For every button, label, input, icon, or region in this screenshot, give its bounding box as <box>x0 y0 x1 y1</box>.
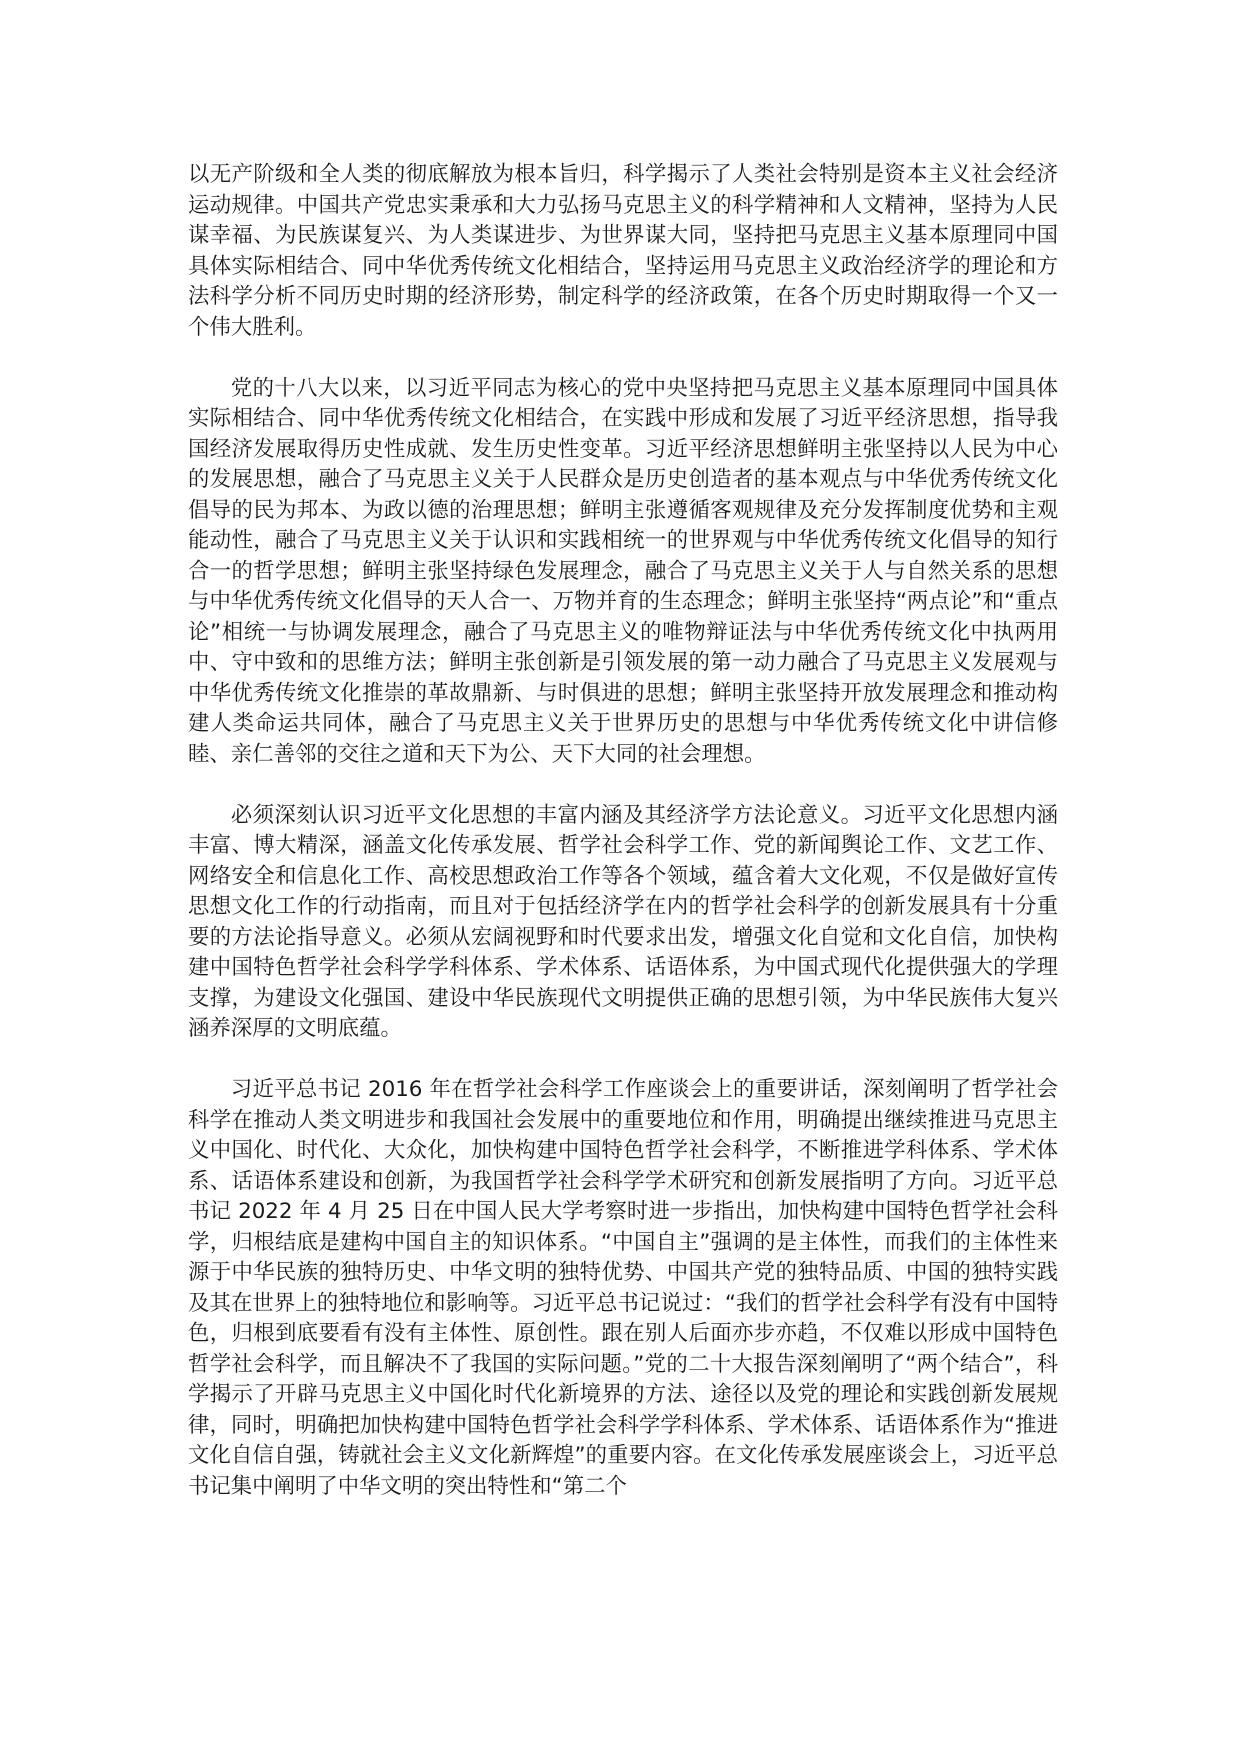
document-body <box>188 160 1058 1533</box>
paragraph-2: 党的十八大以来，以习近平同志为核心的党中央坚持把马克思主义基本原理同中国具体实际相结合、同中华优秀传统文化相结合，在实践中形成和发展了习近平经济思想，指导我国经济发展取得历史性成就、发生历史性变革。习近平经济思想鲜明主张坚持以人民为中心的发展思想，融合了马克思主义关于人民群众是历史创造者的基本观点与中华优秀传统文化倡导的民为邦本、为政以德的治理思想；鲜明主张遵循客观规律及充分发挥制度优势和主观能动性，融合了马克思主义关于认识和实践相统一的世界观与中华优秀传统文化倡导的知行合一的哲学思想；鲜明主张坚持绿色发展理念，融合了马克思主义关于人与自然关系的思想与中华优秀传统文化倡导的天人合一、万物并育的生态理念；鲜明主张坚持“两点论”和“重点论”相统一与协调发展理念，融合了马克思主义的唯物辩证法与中华优秀传统文化中执两用中、守中致和的思维方法；鲜明主张创新是引领发展的第一动力融合了马克思主义发展观与中华优秀传统文化推崇的革故鼎新、与时俱进的思想；鲜明主张坚持开放发展理念和推动构建人类命运共同体，融合了马克思主义关于世界历史的思想与中华优秀传统文化中讲信修睦、亲仁善邻的交往之道和天下为公、天下大同的社会理想。 <box>188 375 1058 767</box>
paragraph-3: 必须深刻认识习近平文化思想的丰富内涵及其经济学方法论意义。习近平文化思想内涵丰富、博大精深，涵盖文化传承发展、哲学社会科学工作、党的新闻舆论工作、文艺工作、网络安全和信息化工作、高校思想政治工作等各个领域，蕴含着大文化观，不仅是做好宣传思想文化工作的行动指南，而且对于包括经济学在内的哲学社会科学的创新发展具有十分重要的方法论指导意义。必须从宏阔视野和时代要求出发，增强文化自觉和文化自信，加快构建中国特色哲学社会科学学科体系、学术体系、话语体系，为中国式现代化提供强大的学理支撑，为建设文化强国、建设中华民族现代文明提供正确的思想引领，为中华民族伟大复兴涵养深厚的文明底蕴。 <box>188 802 1058 1041</box>
paragraph-1: 以无产阶级和全人类的彻底解放为根本旨归，科学揭示了人类社会特别是资本主义社会经济运动规律。中国共产党忠实秉承和大力弘扬马克思主义的科学精神和人文精神，坚持为人民谋幸福、为民族谋复兴、为人类谋进步、为世界谋大同，坚持把马克思主义基本原理同中国具体实际相结合、同中华优秀传统文化相结合，坚持运用马克思主义政治经济学的理论和方法科学分析不同历史时期的经济形势，制定科学的经济政策，在各个历史时期取得一个又一个伟大胜利。 <box>188 162 1058 340</box>
paragraph-4: 习近平总书记 2016 年在哲学社会科学工作座谈会上的重要讲话，深刻阐明了哲学社会科学在推动人类文明进步和我国社会发展中的重要地位和作用，明确提出继续推进马克思主义中国化、时代化、大众化，加快构建中国特色哲学社会科学，不断推进学科体系、学术体系、话语体系建设和创新，为我国哲学社会科学学术研究和创新发展指明了方向。习近平总书记 2022 年 4 月 25 日在中国人民大学考察时进一步指出，加快构建中国特色哲学社会科学，归根结底是建构中国自主的知识体系。“中国自主”强调的是主体性，而我们的主体性来源于中华民族的独特历史、中华文明的独特优势、中国共产党的独特品质、中国的独特实践及其在世界上的独特地位和影响等。习近平总书记说过：“我们的哲学社会科学有没有中国特色，归根到底要看有没有主体性、原创性。跟在别人后面亦步亦趋，不仅难以形成中国特色哲学社会科学，而且解决不了我国的实际问题。”党的二十大报告深刻阐明了“两个结合”，科学揭示了开辟马克思主义中国化时代化新境界的方法、途径以及党的理论和实践创新发展规律，同时，明确把加快构建中国特色哲学社会科学学科体系、学术体系、话语体系作为“推进文化自信自强，铸就社会主义文化新辉煌”的重要内容。在文化传承发展座谈会上，习近平总书记集中阐明了中华文明的突出特性和“第二个 <box>188 1077 1058 1499</box>
